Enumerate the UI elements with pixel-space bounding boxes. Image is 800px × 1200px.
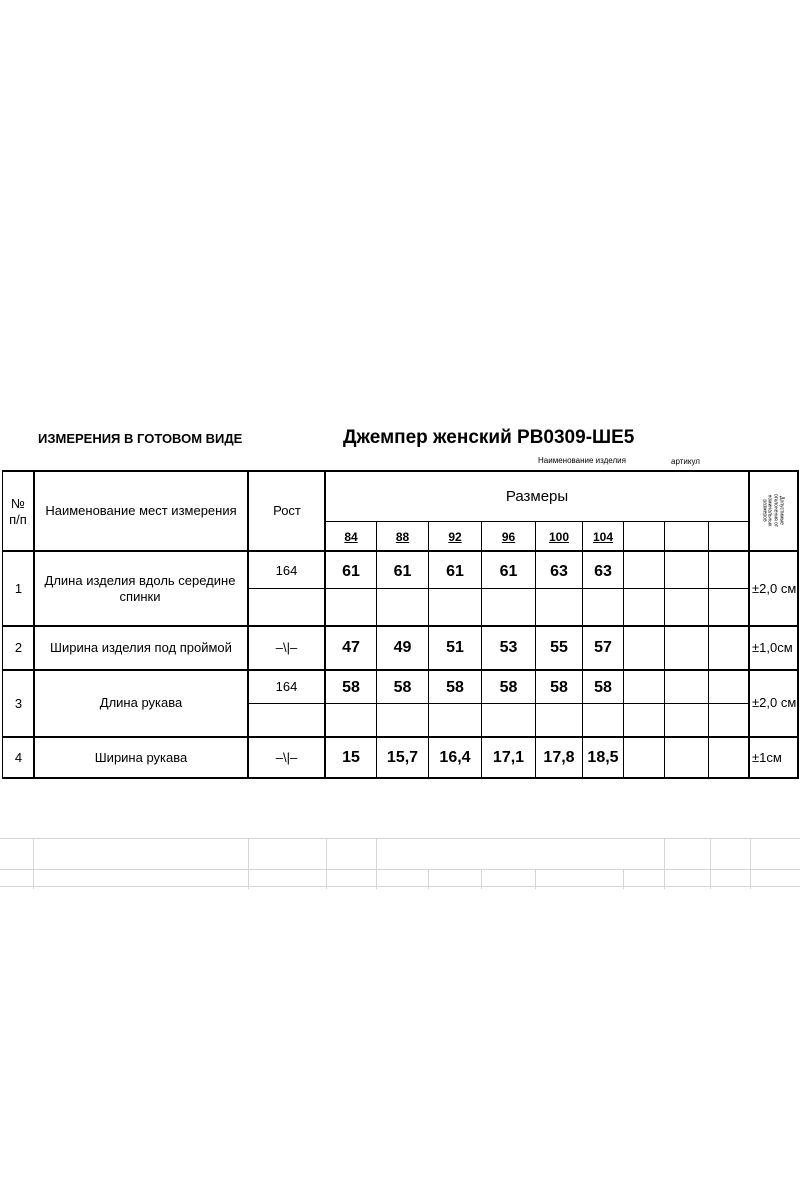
height-value: –\|– bbox=[275, 749, 298, 765]
tolerance-value: ±2,0 см bbox=[752, 581, 797, 597]
size-value: 58 bbox=[342, 679, 360, 697]
grid-line bbox=[0, 886, 800, 887]
product-name: Джемпер женский РВ0309-ШЕ5 bbox=[343, 426, 635, 448]
height-header: Рост bbox=[273, 503, 301, 519]
row-number: 1 bbox=[14, 580, 23, 596]
table-border bbox=[325, 521, 749, 522]
size-value: 18,5 bbox=[587, 748, 619, 766]
size-value: 58 bbox=[550, 679, 568, 697]
tolerance-value: ±1,0см bbox=[752, 640, 793, 656]
grid-line bbox=[33, 838, 34, 889]
grid-line bbox=[376, 838, 377, 889]
table-border bbox=[708, 521, 709, 779]
size-value: 16,4 bbox=[439, 748, 471, 766]
size-label: 96 bbox=[501, 529, 516, 544]
tolerance-value: ±2,0 см bbox=[752, 695, 797, 711]
size-value: 17,1 bbox=[492, 748, 525, 766]
size-value: 61 bbox=[499, 563, 518, 581]
table-border bbox=[664, 521, 665, 779]
size-label: 100 bbox=[548, 529, 570, 544]
grid-line bbox=[428, 869, 429, 889]
grid-line bbox=[248, 838, 249, 889]
row-number: 4 bbox=[14, 749, 23, 765]
size-value: 51 bbox=[446, 639, 464, 657]
measurement-name: Ширина рукава bbox=[94, 749, 188, 765]
tolerance-header: Допустимые отклонения от номинальных размеров bbox=[761, 493, 785, 527]
size-label: 104 bbox=[592, 529, 614, 544]
size-value: 15 bbox=[342, 748, 360, 766]
size-label: 84 bbox=[344, 529, 358, 544]
row-number: 2 bbox=[14, 640, 23, 656]
size-value: 53 bbox=[499, 639, 518, 657]
size-value: 47 bbox=[342, 639, 360, 657]
table-border bbox=[748, 470, 750, 779]
height-value: 164 bbox=[275, 679, 298, 695]
table-border bbox=[797, 470, 799, 779]
grid-line bbox=[710, 838, 711, 889]
size-value: 61 bbox=[342, 563, 360, 581]
size-value: 63 bbox=[594, 563, 612, 581]
size-value: 15,7 bbox=[386, 748, 419, 766]
size-value: 63 bbox=[550, 563, 568, 581]
measurement-name: Длина рукава bbox=[99, 695, 183, 711]
size-value: 58 bbox=[393, 679, 412, 697]
size-value: 58 bbox=[499, 679, 518, 697]
size-value: 58 bbox=[446, 679, 464, 697]
size-label: 92 bbox=[448, 529, 462, 544]
grid-line bbox=[535, 869, 536, 889]
table-border bbox=[247, 470, 249, 779]
table-border bbox=[2, 777, 799, 779]
row-number-header: № п/п bbox=[9, 496, 27, 527]
height-value: 164 bbox=[275, 563, 298, 579]
grid-line bbox=[750, 838, 751, 889]
size-value: 17,8 bbox=[543, 748, 575, 766]
measurement-name: Ширина изделия под проймой bbox=[50, 640, 232, 656]
article-caption: артикул bbox=[671, 457, 700, 467]
product-name-caption: Наименование изделия bbox=[538, 456, 626, 466]
size-value: 61 bbox=[446, 563, 464, 581]
size-value: 61 bbox=[393, 563, 412, 581]
measurement-name: Длина изделия вдоль середине спинки bbox=[44, 572, 236, 604]
grid-line bbox=[326, 838, 327, 889]
measurement-name-header: Наименование мест измерения bbox=[45, 503, 237, 519]
table-border bbox=[623, 521, 624, 779]
grid-line bbox=[664, 838, 665, 889]
grid-line bbox=[481, 869, 482, 889]
size-value: 58 bbox=[594, 679, 612, 697]
grid-line bbox=[623, 869, 624, 889]
height-value: –\|– bbox=[275, 640, 298, 656]
size-label: 88 bbox=[395, 529, 410, 544]
size-value: 49 bbox=[393, 639, 412, 657]
size-value: 57 bbox=[594, 639, 612, 657]
grid-line bbox=[0, 838, 800, 839]
tolerance-value: ±1см bbox=[752, 750, 782, 766]
grid-line bbox=[0, 869, 800, 870]
row-number: 3 bbox=[14, 695, 23, 711]
sizes-header: Размеры bbox=[505, 487, 569, 505]
size-value: 55 bbox=[550, 639, 568, 657]
table-border bbox=[2, 669, 799, 671]
sheet-title: ИЗМЕРЕНИЯ В ГОТОВОМ ВИДЕ bbox=[38, 431, 243, 447]
